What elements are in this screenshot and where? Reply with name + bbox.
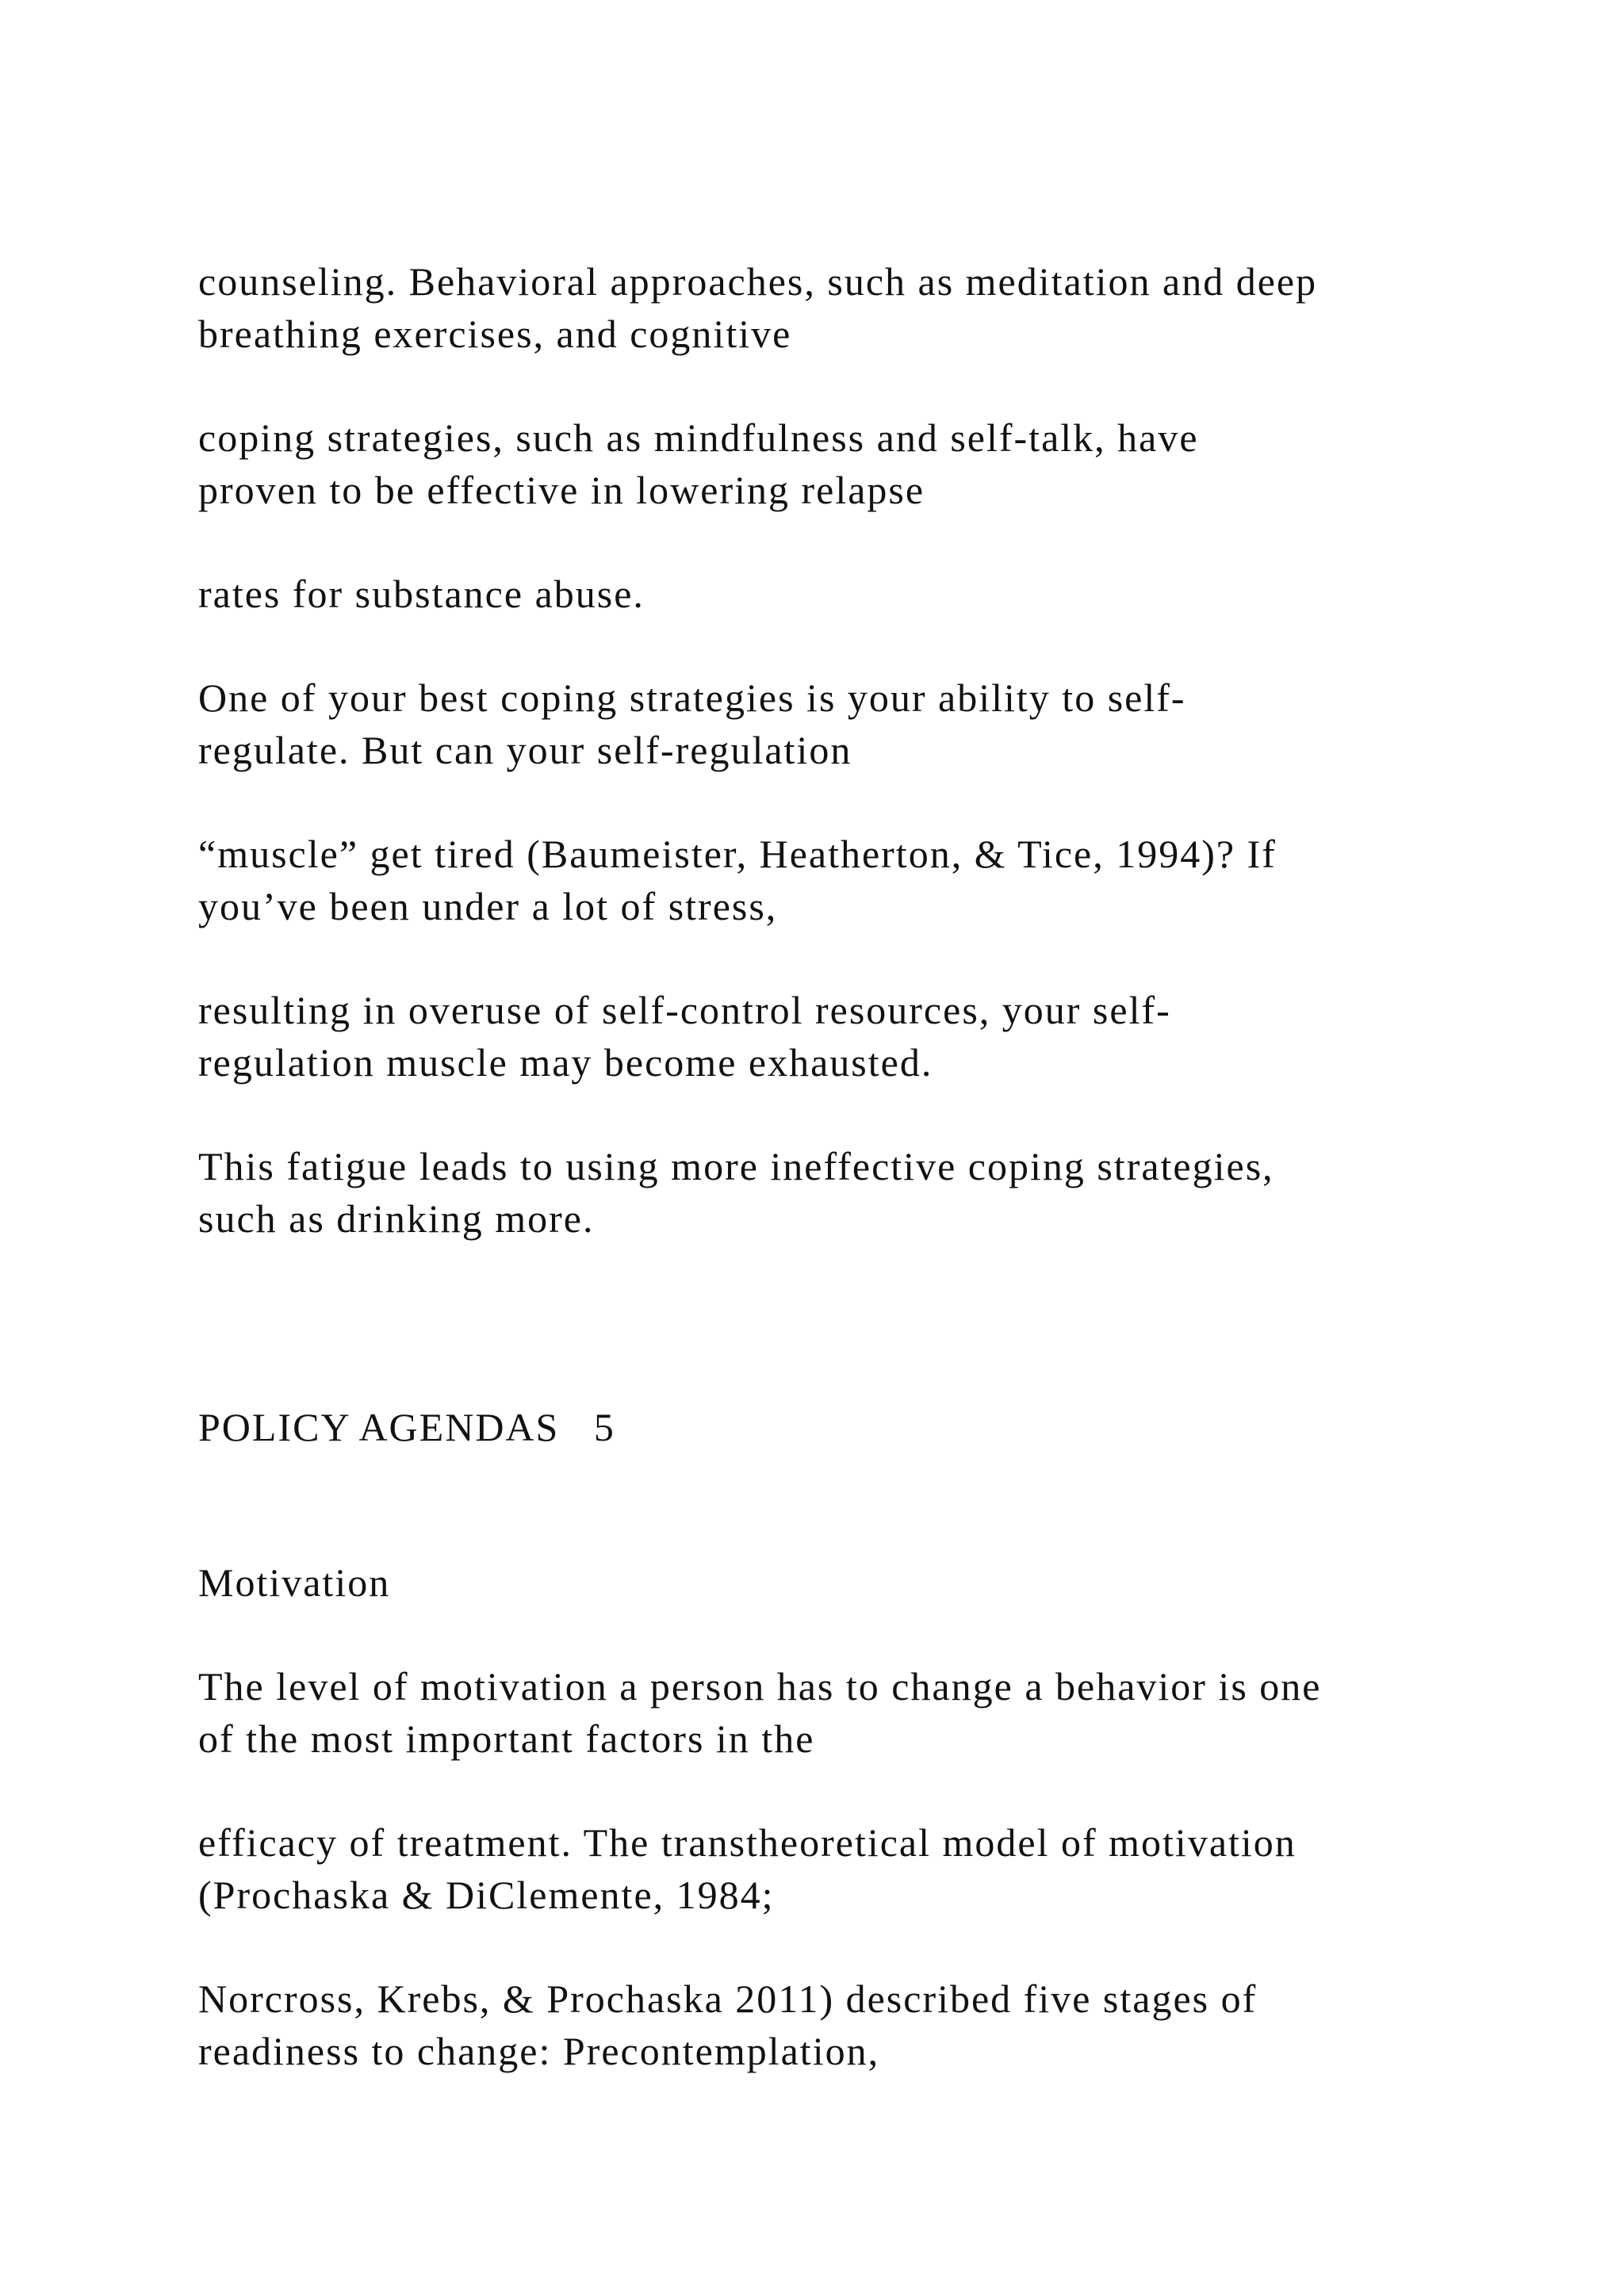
text-line: resulting in overuse of self-control resources, your self- [198,988,1171,1032]
section-heading: Motivation [198,1560,391,1605]
text-line: regulate. But can your self-regulation [198,728,852,772]
text-line: rates for substance abuse. [198,572,645,616]
text-line: breathing exercises, and cognitive [198,312,792,356]
text-line: such as drinking more. [198,1196,595,1241]
text-line: The level of motivation a person has to change a behavior is one [198,1664,1322,1709]
text-line: readiness to change: Precontemplation, [198,2029,880,2073]
text-line: efficacy of treatment. The transtheoretical model of motivation [198,1820,1297,1865]
text-line: (Prochaska & DiClemente, 1984; [198,1873,775,1917]
text-line: This fatigue leads to using more ineffective coping strategies, [198,1144,1274,1188]
text-line: One of your best coping strategies is your ability to self- [198,675,1186,720]
text-line: Norcross, Krebs, & Prochaska 2011) described five stages of [198,1976,1258,2021]
text-line: coping strategies, such as mindfulness and self-talk, have [198,415,1199,460]
text-line: of the most important factors in the [198,1716,815,1761]
text-line: proven to be effective in lowering relapse [198,468,925,512]
text-line: “muscle” get tired (Baumeister, Heatherton, & Tice, 1994)? If [198,832,1277,876]
running-header: POLICY AGENDAS 5 [198,1405,615,1449]
text-line: you’ve been under a lot of stress, [198,884,778,928]
text-line: regulation muscle may become exhausted. [198,1040,933,1085]
text-line: counseling. Behavioral approaches, such as meditation and deep [198,259,1318,304]
